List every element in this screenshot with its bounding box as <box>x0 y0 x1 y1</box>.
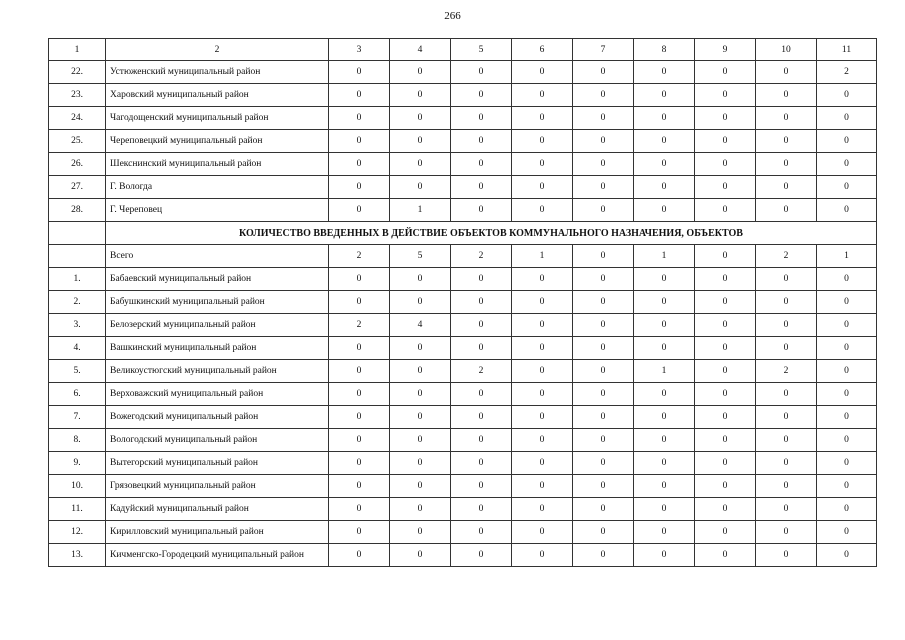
value-cell: 0 <box>512 452 573 475</box>
value-cell: 0 <box>451 130 512 153</box>
value-cell: 0 <box>573 291 634 314</box>
row-name: Вытегорский муниципальный район <box>106 452 329 475</box>
value-cell: 0 <box>695 429 756 452</box>
value-cell: 0 <box>512 475 573 498</box>
value-cell: 0 <box>756 268 817 291</box>
value-cell: 0 <box>512 498 573 521</box>
table-row <box>49 544 877 567</box>
value-cell: 0 <box>329 291 390 314</box>
value-cell: 0 <box>695 498 756 521</box>
table-row <box>49 291 877 314</box>
value-cell: 0 <box>390 130 451 153</box>
value-cell: 0 <box>756 498 817 521</box>
value-cell: 0 <box>695 383 756 406</box>
value-cell: 1 <box>817 245 877 268</box>
row-number: 7. <box>49 406 106 429</box>
value-cell: 0 <box>817 107 877 130</box>
value-cell: 2 <box>756 360 817 383</box>
value-cell: 0 <box>512 429 573 452</box>
value-cell: 1 <box>390 199 451 222</box>
value-cell: 0 <box>512 107 573 130</box>
value-cell: 0 <box>634 176 695 199</box>
value-cell: 4 <box>390 314 451 337</box>
value-cell: 0 <box>573 475 634 498</box>
row-number: 4. <box>49 337 106 360</box>
value-cell: 0 <box>573 360 634 383</box>
value-cell: 0 <box>756 383 817 406</box>
value-cell: 0 <box>695 544 756 567</box>
value-cell: 0 <box>573 107 634 130</box>
row-number: 12. <box>49 521 106 544</box>
section-row <box>49 222 877 245</box>
row-name: Верховажский муниципальный район <box>106 383 329 406</box>
section-title: КОЛИЧЕСТВО ВВЕДЕННЫХ В ДЕЙСТВИЕ ОБЪЕКТОВ КОММУНАЛЬНОГО НАЗНАЧЕНИЯ, ОБЪЕКТОВ <box>106 222 877 245</box>
value-cell: 0 <box>390 176 451 199</box>
row-name: Кирилловский муниципальный район <box>106 521 329 544</box>
column-header: 5 <box>451 39 512 61</box>
value-cell: 0 <box>817 268 877 291</box>
value-cell: 0 <box>390 153 451 176</box>
value-cell: 0 <box>573 153 634 176</box>
value-cell: 0 <box>756 544 817 567</box>
value-cell: 0 <box>512 360 573 383</box>
row-number: 3. <box>49 314 106 337</box>
table-row <box>49 176 877 199</box>
value-cell: 0 <box>695 153 756 176</box>
value-cell: 0 <box>451 314 512 337</box>
row-number: 26. <box>49 153 106 176</box>
value-cell: 0 <box>756 84 817 107</box>
value-cell: 0 <box>390 268 451 291</box>
value-cell: 0 <box>512 130 573 153</box>
value-cell: 0 <box>756 176 817 199</box>
value-cell: 0 <box>329 153 390 176</box>
row-number: 23. <box>49 84 106 107</box>
row-name: Г. Череповец <box>106 199 329 222</box>
row-number: 6. <box>49 383 106 406</box>
value-cell: 0 <box>512 544 573 567</box>
value-cell: 0 <box>329 429 390 452</box>
table-row <box>49 383 877 406</box>
value-cell: 0 <box>634 544 695 567</box>
column-header: 8 <box>634 39 695 61</box>
value-cell: 0 <box>817 475 877 498</box>
value-cell: 0 <box>695 475 756 498</box>
value-cell: 0 <box>634 314 695 337</box>
row-name: Шекснинский муниципальный район <box>106 153 329 176</box>
value-cell: 0 <box>390 360 451 383</box>
value-cell: 0 <box>390 521 451 544</box>
value-cell: 0 <box>390 291 451 314</box>
value-cell: 0 <box>817 406 877 429</box>
value-cell: 1 <box>634 360 695 383</box>
value-cell: 0 <box>451 544 512 567</box>
value-cell: 0 <box>695 84 756 107</box>
value-cell: 0 <box>512 314 573 337</box>
value-cell: 0 <box>451 199 512 222</box>
value-cell: 2 <box>329 245 390 268</box>
value-cell: 0 <box>695 130 756 153</box>
value-cell: 0 <box>329 61 390 84</box>
value-cell: 0 <box>451 429 512 452</box>
value-cell: 0 <box>573 61 634 84</box>
row-name: Грязовецкий муниципальный район <box>106 475 329 498</box>
value-cell: 0 <box>695 199 756 222</box>
value-cell: 0 <box>451 153 512 176</box>
row-name: Кадуйский муниципальный район <box>106 498 329 521</box>
value-cell: 0 <box>451 107 512 130</box>
value-cell: 0 <box>451 383 512 406</box>
value-cell: 0 <box>817 291 877 314</box>
value-cell: 0 <box>695 245 756 268</box>
table-row <box>49 107 877 130</box>
value-cell: 0 <box>512 383 573 406</box>
value-cell: 0 <box>817 337 877 360</box>
value-cell: 0 <box>817 199 877 222</box>
column-header: 9 <box>695 39 756 61</box>
table-row <box>49 314 877 337</box>
value-cell: 0 <box>329 452 390 475</box>
value-cell: 0 <box>451 452 512 475</box>
table-body <box>49 39 877 567</box>
table-row <box>49 199 877 222</box>
value-cell: 0 <box>817 521 877 544</box>
value-cell: 2 <box>329 314 390 337</box>
row-number: 27. <box>49 176 106 199</box>
value-cell: 0 <box>390 429 451 452</box>
value-cell: 0 <box>512 268 573 291</box>
value-cell: 0 <box>756 429 817 452</box>
row-name: Харовский муниципальный район <box>106 84 329 107</box>
row-name: Устюженский муниципальный район <box>106 61 329 84</box>
row-number: 9. <box>49 452 106 475</box>
value-cell: 0 <box>817 314 877 337</box>
row-number: 24. <box>49 107 106 130</box>
value-cell: 0 <box>573 245 634 268</box>
value-cell: 0 <box>512 176 573 199</box>
row-number: 22. <box>49 61 106 84</box>
table-row <box>49 521 877 544</box>
table-row <box>49 153 877 176</box>
value-cell: 0 <box>390 383 451 406</box>
table-row <box>49 360 877 383</box>
value-cell: 0 <box>512 291 573 314</box>
value-cell: 0 <box>817 383 877 406</box>
value-cell: 0 <box>329 337 390 360</box>
value-cell: 0 <box>329 84 390 107</box>
value-cell: 0 <box>451 406 512 429</box>
value-cell: 0 <box>573 429 634 452</box>
value-cell: 0 <box>329 107 390 130</box>
value-cell: 0 <box>634 383 695 406</box>
value-cell: 0 <box>329 475 390 498</box>
value-cell: 0 <box>756 130 817 153</box>
table-row <box>49 337 877 360</box>
value-cell: 0 <box>329 521 390 544</box>
row-name: Белозерский муниципальный район <box>106 314 329 337</box>
value-cell: 0 <box>695 107 756 130</box>
value-cell: 0 <box>756 107 817 130</box>
row-name: Вологодский муниципальный район <box>106 429 329 452</box>
value-cell: 0 <box>817 176 877 199</box>
value-cell: 0 <box>695 176 756 199</box>
value-cell: 0 <box>329 383 390 406</box>
value-cell: 0 <box>634 130 695 153</box>
value-cell: 5 <box>390 245 451 268</box>
value-cell: 0 <box>329 406 390 429</box>
row-number: 28. <box>49 199 106 222</box>
value-cell: 0 <box>329 176 390 199</box>
value-cell: 0 <box>817 544 877 567</box>
value-cell: 0 <box>573 452 634 475</box>
value-cell: 0 <box>695 61 756 84</box>
value-cell: 0 <box>634 291 695 314</box>
value-cell: 0 <box>390 61 451 84</box>
value-cell: 0 <box>756 452 817 475</box>
value-cell: 0 <box>756 153 817 176</box>
value-cell: 0 <box>390 475 451 498</box>
column-header: 3 <box>329 39 390 61</box>
value-cell: 0 <box>634 521 695 544</box>
row-name: Вожегодский муниципальный район <box>106 406 329 429</box>
value-cell: 0 <box>512 521 573 544</box>
value-cell: 0 <box>756 521 817 544</box>
value-cell: 0 <box>573 383 634 406</box>
value-cell: 0 <box>390 107 451 130</box>
value-cell: 0 <box>756 314 817 337</box>
value-cell: 0 <box>512 84 573 107</box>
value-cell: 0 <box>817 360 877 383</box>
table-row <box>49 84 877 107</box>
value-cell: 0 <box>756 406 817 429</box>
value-cell: 0 <box>512 337 573 360</box>
value-cell: 0 <box>695 268 756 291</box>
value-cell: 0 <box>756 475 817 498</box>
value-cell: 0 <box>573 84 634 107</box>
row-name: Череповецкий муниципальный район <box>106 130 329 153</box>
value-cell: 0 <box>390 84 451 107</box>
value-cell: 0 <box>573 498 634 521</box>
value-cell: 0 <box>634 107 695 130</box>
column-header: 10 <box>756 39 817 61</box>
row-number: 8. <box>49 429 106 452</box>
value-cell: 0 <box>329 360 390 383</box>
row-number: 5. <box>49 360 106 383</box>
value-cell: 0 <box>573 268 634 291</box>
row-number: 1. <box>49 268 106 291</box>
value-cell: 2 <box>756 245 817 268</box>
value-cell: 0 <box>573 406 634 429</box>
value-cell: 0 <box>573 130 634 153</box>
value-cell: 2 <box>451 245 512 268</box>
value-cell: 0 <box>817 153 877 176</box>
column-header: 7 <box>573 39 634 61</box>
value-cell: 0 <box>634 268 695 291</box>
table-row <box>49 498 877 521</box>
value-cell: 0 <box>634 199 695 222</box>
table-row <box>49 406 877 429</box>
value-cell: 0 <box>634 452 695 475</box>
value-cell: 0 <box>451 475 512 498</box>
table-row <box>49 61 877 84</box>
value-cell: 0 <box>573 544 634 567</box>
value-cell: 0 <box>329 544 390 567</box>
row-number: 2. <box>49 291 106 314</box>
row-number: 10. <box>49 475 106 498</box>
row-number: 25. <box>49 130 106 153</box>
value-cell: 0 <box>451 291 512 314</box>
total-row <box>49 245 877 268</box>
value-cell: 0 <box>573 521 634 544</box>
value-cell: 0 <box>634 406 695 429</box>
value-cell: 0 <box>756 337 817 360</box>
value-cell: 0 <box>329 199 390 222</box>
value-cell: 0 <box>451 337 512 360</box>
column-header: 11 <box>817 39 877 61</box>
row-name: Всего <box>106 245 329 268</box>
page-number: 266 <box>444 10 461 22</box>
row-name: Кичменгско-Городецкий муниципальный район <box>106 544 329 567</box>
value-cell: 0 <box>634 61 695 84</box>
value-cell: 0 <box>756 291 817 314</box>
section-empty-cell <box>49 222 106 245</box>
value-cell: 0 <box>390 452 451 475</box>
value-cell: 0 <box>695 337 756 360</box>
row-name: Чагодощенский муниципальный район <box>106 107 329 130</box>
value-cell: 0 <box>695 452 756 475</box>
row-name: Бабаевский муниципальный район <box>106 268 329 291</box>
value-cell: 0 <box>451 84 512 107</box>
column-header: 4 <box>390 39 451 61</box>
value-cell: 0 <box>634 475 695 498</box>
value-cell: 0 <box>634 153 695 176</box>
row-number: 11. <box>49 498 106 521</box>
value-cell: 0 <box>329 130 390 153</box>
value-cell: 0 <box>634 429 695 452</box>
value-cell: 0 <box>390 498 451 521</box>
value-cell: 0 <box>695 406 756 429</box>
value-cell: 0 <box>695 360 756 383</box>
value-cell: 0 <box>817 84 877 107</box>
column-header: 2 <box>106 39 329 61</box>
value-cell: 0 <box>390 544 451 567</box>
value-cell: 0 <box>573 314 634 337</box>
value-cell: 0 <box>817 130 877 153</box>
column-number-row <box>49 39 877 61</box>
table-row <box>49 268 877 291</box>
value-cell: 0 <box>451 498 512 521</box>
value-cell: 0 <box>634 84 695 107</box>
column-header: 6 <box>512 39 573 61</box>
value-cell: 0 <box>695 291 756 314</box>
value-cell: 2 <box>451 360 512 383</box>
value-cell: 0 <box>451 61 512 84</box>
table-row <box>49 130 877 153</box>
value-cell: 0 <box>817 429 877 452</box>
value-cell: 0 <box>756 199 817 222</box>
data-table <box>48 38 877 567</box>
row-name: Великоустюгский муниципальный район <box>106 360 329 383</box>
value-cell: 0 <box>390 337 451 360</box>
value-cell: 0 <box>329 498 390 521</box>
value-cell: 0 <box>634 498 695 521</box>
value-cell: 0 <box>451 176 512 199</box>
column-header: 1 <box>49 39 106 61</box>
value-cell: 0 <box>634 337 695 360</box>
value-cell: 0 <box>512 199 573 222</box>
value-cell: 0 <box>695 314 756 337</box>
value-cell: 0 <box>451 268 512 291</box>
row-number <box>49 245 106 268</box>
row-name: Бабушкинский муниципальный район <box>106 291 329 314</box>
value-cell: 0 <box>451 521 512 544</box>
row-number: 13. <box>49 544 106 567</box>
table-row <box>49 429 877 452</box>
value-cell: 1 <box>512 245 573 268</box>
value-cell: 0 <box>817 498 877 521</box>
value-cell: 0 <box>817 452 877 475</box>
value-cell: 0 <box>512 153 573 176</box>
value-cell: 0 <box>756 61 817 84</box>
value-cell: 0 <box>329 268 390 291</box>
value-cell: 0 <box>573 176 634 199</box>
row-name: Г. Вологда <box>106 176 329 199</box>
value-cell: 0 <box>390 406 451 429</box>
table-row <box>49 475 877 498</box>
value-cell: 0 <box>573 337 634 360</box>
row-name: Вашкинский муниципальный район <box>106 337 329 360</box>
value-cell: 0 <box>573 199 634 222</box>
value-cell: 0 <box>512 406 573 429</box>
table-row <box>49 452 877 475</box>
value-cell: 1 <box>634 245 695 268</box>
value-cell: 0 <box>695 521 756 544</box>
value-cell: 0 <box>512 61 573 84</box>
value-cell: 2 <box>817 61 877 84</box>
